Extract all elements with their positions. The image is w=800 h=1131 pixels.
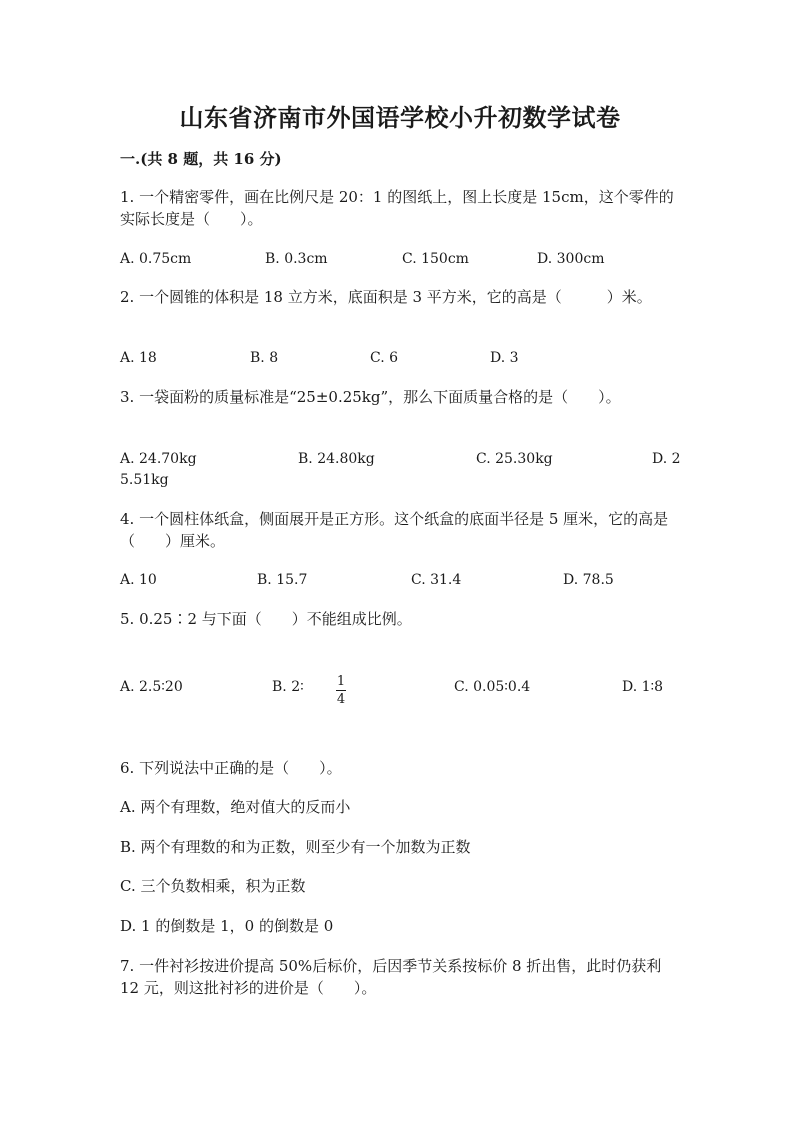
question-5-option-d: D. 1∶8 — [622, 679, 664, 695]
question-1-stem: 1. 一个精密零件，画在比例尺是 20：1 的图纸上，图上长度是 15cm，这个零件的实际长度是（ ）。 — [120, 188, 674, 228]
question-6-option-d: D. 1 的倒数是 1，0 的倒数是 0 — [120, 917, 334, 935]
question-4-option-c: C. 31.4 — [411, 572, 462, 588]
question-2-option-d: D. 3 — [490, 350, 519, 366]
question-2-options — [120, 347, 680, 369]
question-5-option-c: C. 0.05∶0.4 — [454, 679, 531, 695]
question-1-option-a: A. 0.75cm — [120, 251, 192, 267]
question-1-options — [120, 248, 680, 270]
question-4-stem: 4. 一个圆柱体纸盒，侧面展开是正方形。这个纸盒的底面半径是 5 厘米，它的高是（ ）厘米。 — [120, 510, 669, 550]
question-1-option-d: D. 300cm — [537, 251, 605, 267]
question-3-options — [120, 448, 680, 470]
question-6-option-c: C. 三个负数相乘，积为正数 — [120, 877, 306, 895]
question-3-option-d-wrap: 5.51kg — [120, 472, 169, 488]
question-4-option-b: B. 15.7 — [257, 572, 308, 588]
question-5-stem: 5. 0.25∶2 与下面（ ）不能组成比例。 — [120, 610, 412, 628]
question-4-option-d: D. 78.5 — [563, 572, 614, 588]
question-6-option-b: B. 两个有理数的和为正数，则至少有一个加数为正数 — [120, 838, 471, 856]
question-5-option-a: A. 2.5∶20 — [120, 679, 183, 695]
question-7-stem: 7. 一件衬衫按进价提高 50%后标价，后因季节关系按标价 8 折出售，此时仍获利 12 元，则这批衬衫的进价是（ ）。 — [120, 957, 662, 997]
section-heading: 一.(共 8 题，共 16 分) — [120, 150, 282, 168]
question-2-option-b: B. 8 — [250, 350, 279, 366]
question-3-option-d: D. 2 — [652, 451, 681, 467]
question-3-stem: 3. 一袋面粉的质量标准是“25±0.25kg”，那么下面质量合格的是（ ）。 — [120, 388, 621, 406]
fraction-denominator: 4 — [336, 692, 346, 707]
question-1-option-b: B. 0.3cm — [265, 251, 328, 267]
question-1-option-c: C. 150cm — [402, 251, 469, 267]
question-3-option-b: B. 24.80kg — [298, 451, 375, 467]
question-6-stem: 6. 下列说法中正确的是（ ）。 — [120, 759, 342, 777]
question-3-option-a: A. 24.70kg — [120, 451, 197, 467]
question-2-option-a: A. 18 — [120, 350, 157, 366]
question-4-option-a: A. 10 — [120, 572, 157, 588]
fraction-numerator: 1 — [336, 674, 346, 689]
fraction-bar — [336, 690, 346, 691]
question-3-option-c: C. 25.30kg — [476, 451, 553, 467]
question-5-options — [120, 676, 680, 698]
question-5-option-b-fraction — [336, 674, 346, 707]
question-2-stem: 2. 一个圆锥的体积是 18 立方米，底面积是 3 平方米，它的高是（ ）米。 — [120, 288, 652, 306]
question-5-option-b: B. 2∶ — [272, 679, 304, 695]
page-title: 山东省济南市外国语学校小升初数学试卷 — [179, 103, 621, 132]
question-2-option-c: C. 6 — [370, 350, 399, 366]
question-6-option-a: A. 两个有理数，绝对值大的反而小 — [120, 798, 351, 816]
question-4-options — [120, 569, 680, 591]
